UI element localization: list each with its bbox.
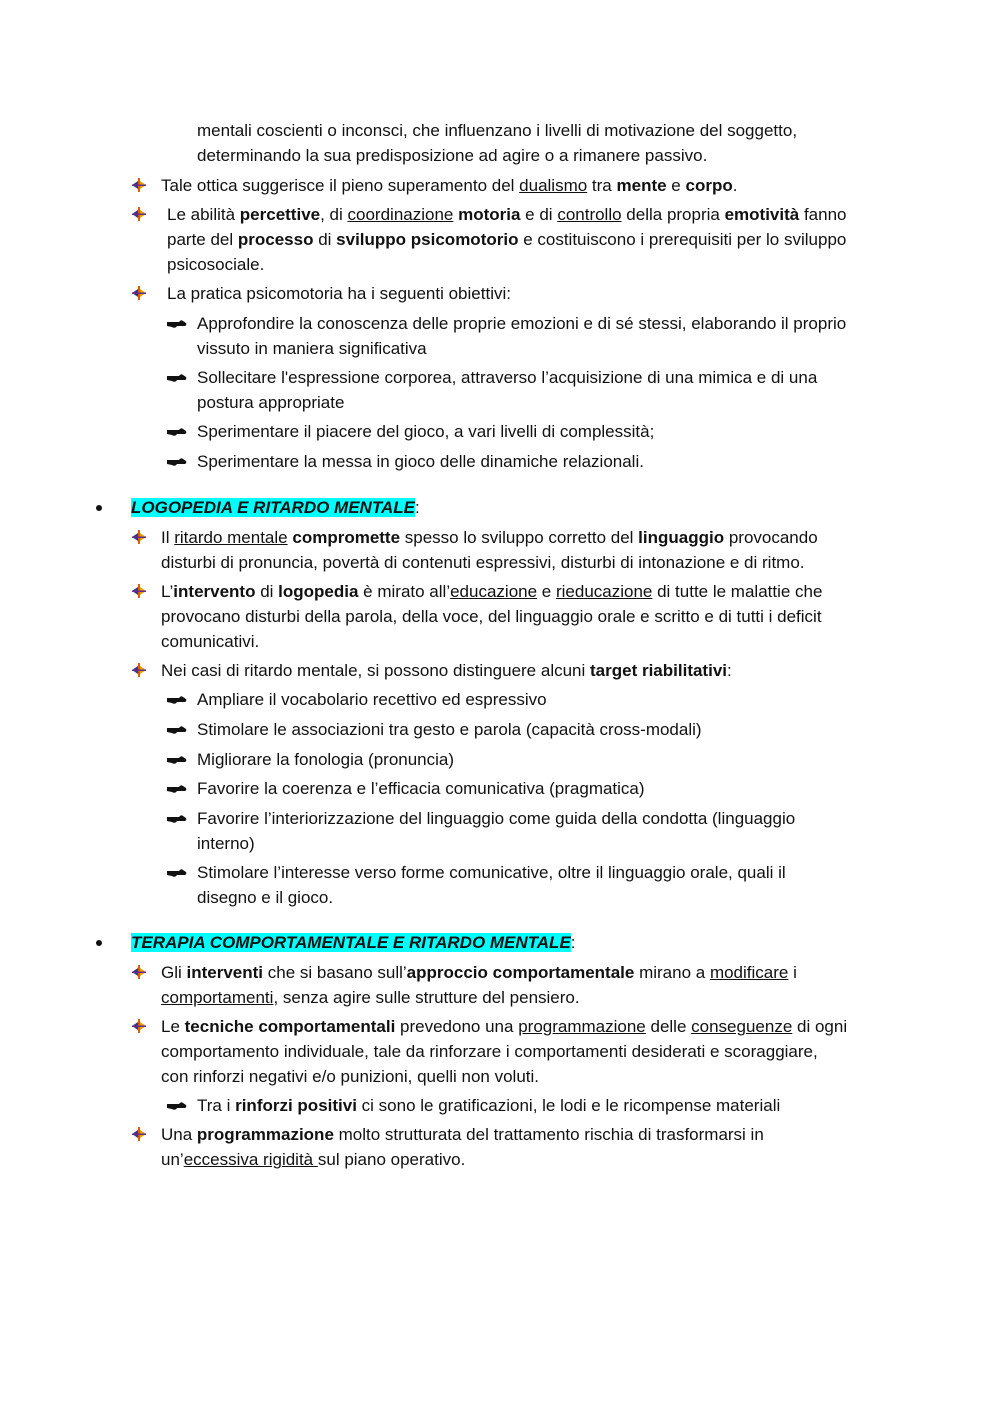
pointing-hand-icon xyxy=(167,724,187,736)
pointing-hand-icon xyxy=(167,1100,187,1112)
pointing-hand-icon xyxy=(167,426,187,438)
pointing-hand-icon xyxy=(167,867,187,879)
sub-bullet-text: Stimolare l’interesse verso forme comunicative, oltre il linguaggio orale, quali il xyxy=(197,863,786,882)
pointing-hand-icon xyxy=(167,372,187,384)
bullet-text: Le tecniche comportamentali prevedono una programmazione delle conseguenze di ogni xyxy=(161,1017,848,1036)
bullet-text: Il ritardo mentale compromette spesso lo sviluppo corretto del linguaggio provocando xyxy=(161,528,818,547)
bullet-text: Nei casi di ritardo mentale, si possono distinguere alcuni target riabilitativi: xyxy=(161,661,732,680)
bullet-text: con rinforzi negativi e/o punizioni, quelli non voluti. xyxy=(161,1067,540,1086)
bullet-text: La pratica psicomotoria ha i seguenti obiettivi: xyxy=(167,284,511,303)
sub-bullet-text: Ampliare il vocabolario recettivo ed espressivo xyxy=(197,690,547,709)
bullet-text: comportamento individuale, tale da rinforzare i comportamenti desiderati e scoraggiare, xyxy=(161,1042,818,1061)
bullet-text: Gli interventi che si basano sull’approccio comportamentale mirano a modificare i xyxy=(161,963,797,982)
sub-bullet-text: vissuto in maniera significativa xyxy=(197,339,427,358)
arrow-bullet-icon xyxy=(131,177,147,193)
arrow-bullet-icon xyxy=(131,964,147,980)
text-line: determinando la sua predisposizione ad agire o a rimanere passivo. xyxy=(197,146,708,165)
sub-bullet-text: Favorire la coerenza e l’efficacia comunicativa (pragmatica) xyxy=(197,779,645,798)
bullet-text: disturbi di pronuncia, povertà di contenuti espressivi, disturbi di intonazione e di ritmo. xyxy=(161,553,805,572)
arrow-bullet-icon xyxy=(131,206,147,222)
arrow-bullet-icon xyxy=(131,662,147,678)
bullet-text: comunicativi. xyxy=(161,632,260,651)
sub-bullet-text: interno) xyxy=(197,834,255,853)
sub-bullet-text: Stimolare le associazioni tra gesto e parola (capacità cross-modali) xyxy=(197,720,702,739)
text-line: mentali coscienti o inconsci, che influenzano i livelli di motivazione del soggetto, xyxy=(197,121,798,140)
sub-bullet-text: disegno e il gioco. xyxy=(197,888,334,907)
arrow-bullet-icon xyxy=(131,1018,147,1034)
bullet-text: comportamenti, senza agire sulle strutture del pensiero. xyxy=(161,988,580,1007)
pointing-hand-icon xyxy=(167,456,187,468)
pointing-hand-icon xyxy=(167,318,187,330)
bullet-dot xyxy=(96,940,102,946)
pointing-hand-icon xyxy=(167,813,187,825)
pointing-hand-icon xyxy=(167,754,187,766)
pointing-hand-icon xyxy=(167,694,187,706)
sub-bullet-text: Tra i rinforzi positivi ci sono le gratificazioni, le lodi e le ricompense materiali xyxy=(197,1096,781,1115)
bullet-text: provocano disturbi della parola, della voce, del linguaggio orale e scritto e di tutti i deficit xyxy=(161,607,822,626)
arrow-bullet-icon xyxy=(131,1126,147,1142)
sub-bullet-text: Sperimentare il piacere del gioco, a vari livelli di complessità; xyxy=(197,422,655,441)
arrow-bullet-icon xyxy=(131,529,147,545)
section-heading: TERAPIA COMPORTAMENTALE E RITARDO MENTALE: xyxy=(131,933,576,952)
bullet-text: un’eccessiva rigidità sul piano operativo. xyxy=(161,1150,466,1169)
bullet-text: Tale ottica suggerisce il pieno superamento del dualismo tra mente e corpo. xyxy=(161,176,738,195)
pointing-hand-icon xyxy=(167,783,187,795)
bullet-text: psicosociale. xyxy=(167,255,265,274)
sub-bullet-text: Approfondire la conoscenza delle proprie emozioni e di sé stessi, elaborando il proprio xyxy=(197,314,847,333)
sub-bullet-text: Sollecitare l'espressione corporea, attraverso l’acquisizione di una mimica e di una xyxy=(197,368,818,387)
bullet-dot xyxy=(96,505,102,511)
bullet-text: Una programmazione molto strutturata del trattamento rischia di trasformarsi in xyxy=(161,1125,764,1144)
arrow-bullet-icon xyxy=(131,285,147,301)
sub-bullet-text: Migliorare la fonologia (pronuncia) xyxy=(197,750,455,769)
sub-bullet-text: Favorire l’interiorizzazione del linguaggio come guida della condotta (linguaggio xyxy=(197,809,796,828)
bullet-text: Le abilità percettive, di coordinazione motoria e di controllo della propria emotività fanno xyxy=(167,205,847,224)
bullet-text: parte del processo di sviluppo psicomotorio e costituiscono i prerequisiti per lo sviluppo xyxy=(167,230,847,249)
section-heading: LOGOPEDIA E RITARDO MENTALE: xyxy=(131,498,420,517)
arrow-bullet-icon xyxy=(131,583,147,599)
bullet-text: L’intervento di logopedia è mirato all’educazione e rieducazione di tutte le malattie che xyxy=(161,582,823,601)
sub-bullet-text: postura appropriate xyxy=(197,393,345,412)
sub-bullet-text: Sperimentare la messa in gioco delle dinamiche relazionali. xyxy=(197,452,644,471)
